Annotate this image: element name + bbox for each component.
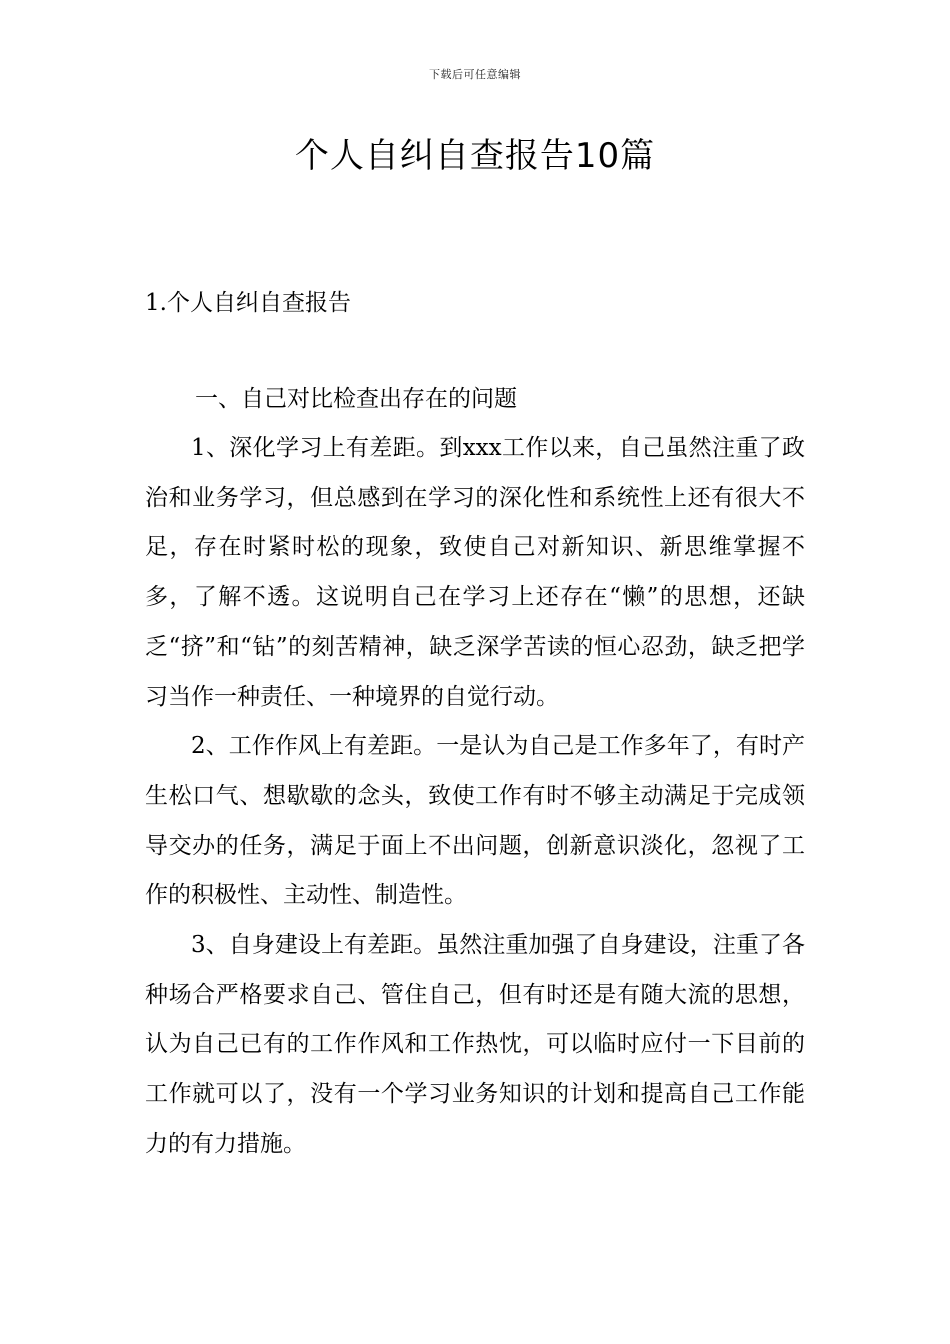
paragraph-2: 2、工作作风上有差距。一是认为自己是工作多年了，有时产生松口气、想歇歇的念头，致使工作有时不够主动满足于完成领导交办的任务，满足于面上不出问题，创新意识淡化，忽视了工作的积极性、主动性、制造性。 xyxy=(145,733,805,909)
header-note: 下载后可任意编辑 xyxy=(429,68,521,81)
sub-heading: 一、自己对比检查出存在的问题 xyxy=(195,386,517,412)
section-heading: 1.个人自纠自查报告 xyxy=(145,290,351,316)
document-title: 个人自纠自查报告10篇 xyxy=(294,136,656,176)
paragraph-3: 3、自身建设上有差距。虽然注重加强了自身建设，注重了各种场合严格要求自己、管住自己，但有时还是有随大流的思想，认为自己已有的工作作风和工作热忱，可以临时应付一下目前的工作就可以了，没有一个学习业务知识的计划和提高自己工作能力的有力措施。 xyxy=(145,932,805,1157)
body-text xyxy=(145,424,805,1170)
paragraph-1: 1、深化学习上有差距。到xxx工作以来，自己虽然注重了政治和业务学习，但总感到在学习的深化性和系统性上还有很大不足，存在时紧时松的现象，致使自己对新知识、新思维掌握不多，了解不透。这说明自己在学习上还存在“懒”的思想，还缺乏“挤”和“钻”的刻苦精神，缺乏深学苦读的恒心忍劲，缺乏把学习当作一种责任、一种境界的自觉行动。 xyxy=(145,435,805,710)
